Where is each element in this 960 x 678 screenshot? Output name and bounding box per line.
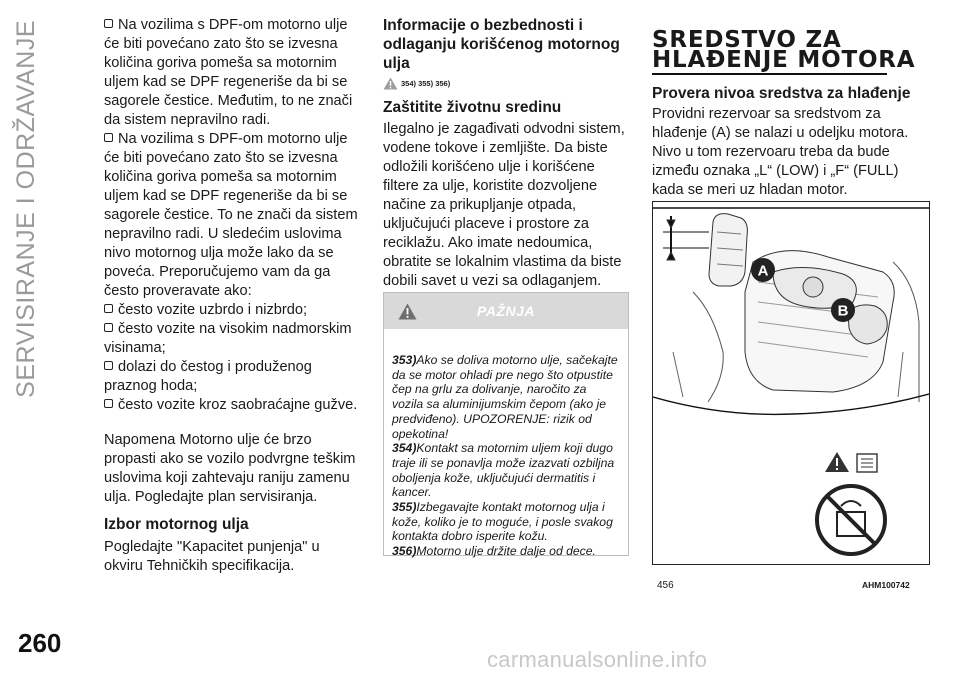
square-bullet-icon — [104, 399, 113, 408]
list-item-text: često vozite kroz saobraćajne gužve. — [118, 397, 358, 413]
engine-bay-illustration — [653, 202, 929, 564]
square-bullet-icon — [104, 361, 113, 370]
paragraph-dpf-1 — [104, 16, 360, 130]
list-item — [104, 301, 360, 320]
label-a: A — [757, 262, 769, 280]
square-bullet-icon — [104, 323, 113, 332]
environment-text: Ilegalno je zagađivati odvodni sistem, vodene tokove i zemljište. Da biste odložili korišćeno ulje i korišćene filtere za ulje, koristite dozvoljene načine za prikupljanje otpada, uključujući placeve i prostore za reciklažu. Ako imate nedoumica, obratite se lokalnim vlastima da biste dobili savet u vezi sa odlaganjem. — [383, 121, 625, 289]
warning-item-number: 354) — [392, 441, 417, 456]
no-open-hot-cap-pictogram — [817, 452, 885, 554]
page-number: 260 — [18, 628, 62, 658]
coolant-title-line-1: SREDSTVO ZA — [652, 27, 842, 53]
column-3 — [652, 16, 930, 200]
warning-item-number: 355) — [392, 500, 417, 515]
coolant-title-line-2: HLAĐENJE MOTORA — [652, 47, 916, 73]
warning-box — [383, 292, 629, 559]
square-bullet-icon — [104, 133, 113, 142]
column-1 — [104, 16, 360, 576]
section-side-label-text: SERVISIRANJE I ODRŽAVANJE — [11, 20, 40, 398]
safety-heading: Informacije o bezbednosti i odlaganju korišćenog motornog ulja — [383, 17, 620, 72]
list-item — [104, 320, 360, 358]
warning-item — [392, 544, 620, 559]
warning-item-text: Ako se doliva motorno ulje, sačekajte da se motor ohladi pre nego što otpustite čep na grlu za dolivanje, naročito za vozila sa aluminijumskim čepom (ako je predviđeno). UPOZORENJE: rizik od opekotina! — [392, 353, 618, 441]
paragraph-dpf-1-text: Na vozilima s DPF-om motorno ulje će biti povećano zato što se izvesna količina goriva pomeša sa motornim uljem kad se DPF regeneriše da bi se sagorele čestice. Međutim, to ne znači da sistem nepravilno radi. — [104, 17, 353, 128]
list-item-text: dolazi do čestog i produženog praznog hoda; — [104, 359, 312, 394]
warning-item — [392, 441, 620, 500]
warning-item-number: 356) — [392, 544, 417, 559]
oil-choice-text: Pogledajte "Kapacitet punjenja" u okviru Tehničkih specifikacija. — [104, 539, 320, 574]
oil-choice-heading: Izbor motornog ulja — [104, 516, 249, 533]
warning-title: PAŽNJA — [477, 303, 535, 319]
warning-item — [392, 500, 620, 544]
warning-body — [384, 329, 628, 559]
warning-item-text: Izbegavajte kontakt motornog ulja i kože, koliko je to moguće, i posle svakog kontakta dobro isperite kožu. — [392, 500, 613, 544]
list-item-text: često vozite na visokim nadmorskim visinama; — [104, 321, 352, 356]
paragraph-dpf-2 — [104, 130, 360, 301]
warning-item-text: Motorno ulje držite dalje od dece. — [416, 544, 596, 559]
list-item — [104, 358, 360, 396]
list-item — [104, 396, 360, 415]
warning-item — [392, 353, 620, 441]
warning-header — [384, 293, 628, 329]
engine-bay-figure — [652, 201, 930, 565]
paragraph-dpf-2-text: Na vozilima s DPF-om motorno ulje će biti povećano zato što se izvesna količina goriva pomeša sa motornim uljem kad se DPF regeneriše da bi se sagorele čestice. To ne znači da sistem nepravilno radi. U sledećim uslovima nivo motornog ulja može lako da se poveća. Preporučujemo vam da ga često proveravate ako: — [104, 131, 358, 299]
label-b: B — [837, 302, 849, 320]
environment-heading: Zaštitite životnu sredinu — [383, 99, 562, 116]
warning-triangle-icon — [383, 77, 398, 90]
square-bullet-icon — [104, 304, 113, 313]
figure-caption: 456 — [657, 580, 674, 591]
list-item-text: često vozite uzbrdo i nizbrdo; — [118, 302, 308, 318]
column-2 — [383, 16, 629, 291]
section-side-label — [6, 20, 46, 398]
warning-item-text: Kontakt sa motornim uljem koji dugo traje ili se ponavlja može izazvati ozbiljna oboljenja kože, uključujući dermatitis i kancer. — [392, 441, 615, 500]
title-underline — [652, 73, 887, 75]
watermark-text: carmanualsonline.info — [487, 647, 708, 672]
coolant-text: Providni rezervoar sa sredstvom za hlađenje (A) se nalazi u odeljku motora. Nivo u tom rezervoaru treba da bude između oznaka „L“ (LOW) i „F“ (FULL) kada se meri uz hladan motor. — [652, 106, 909, 198]
warning-refs-text: 354) 355) 356) — [401, 79, 451, 88]
warning-item-number: 353) — [392, 353, 417, 367]
note-paragraph: Napomena Motorno ulje će brzo propasti ako se vozilo podvrgne teškim uslovima koji zahtevaju raniju zamenu ulja. Pogledajte plan servisiranja. — [104, 432, 356, 505]
warning-refs — [383, 77, 629, 90]
square-bullet-icon — [104, 19, 113, 28]
figure-code: AHM100742 — [862, 580, 910, 590]
coolant-subheading: Provera nivoa sredstva za hlađenje — [652, 85, 911, 102]
